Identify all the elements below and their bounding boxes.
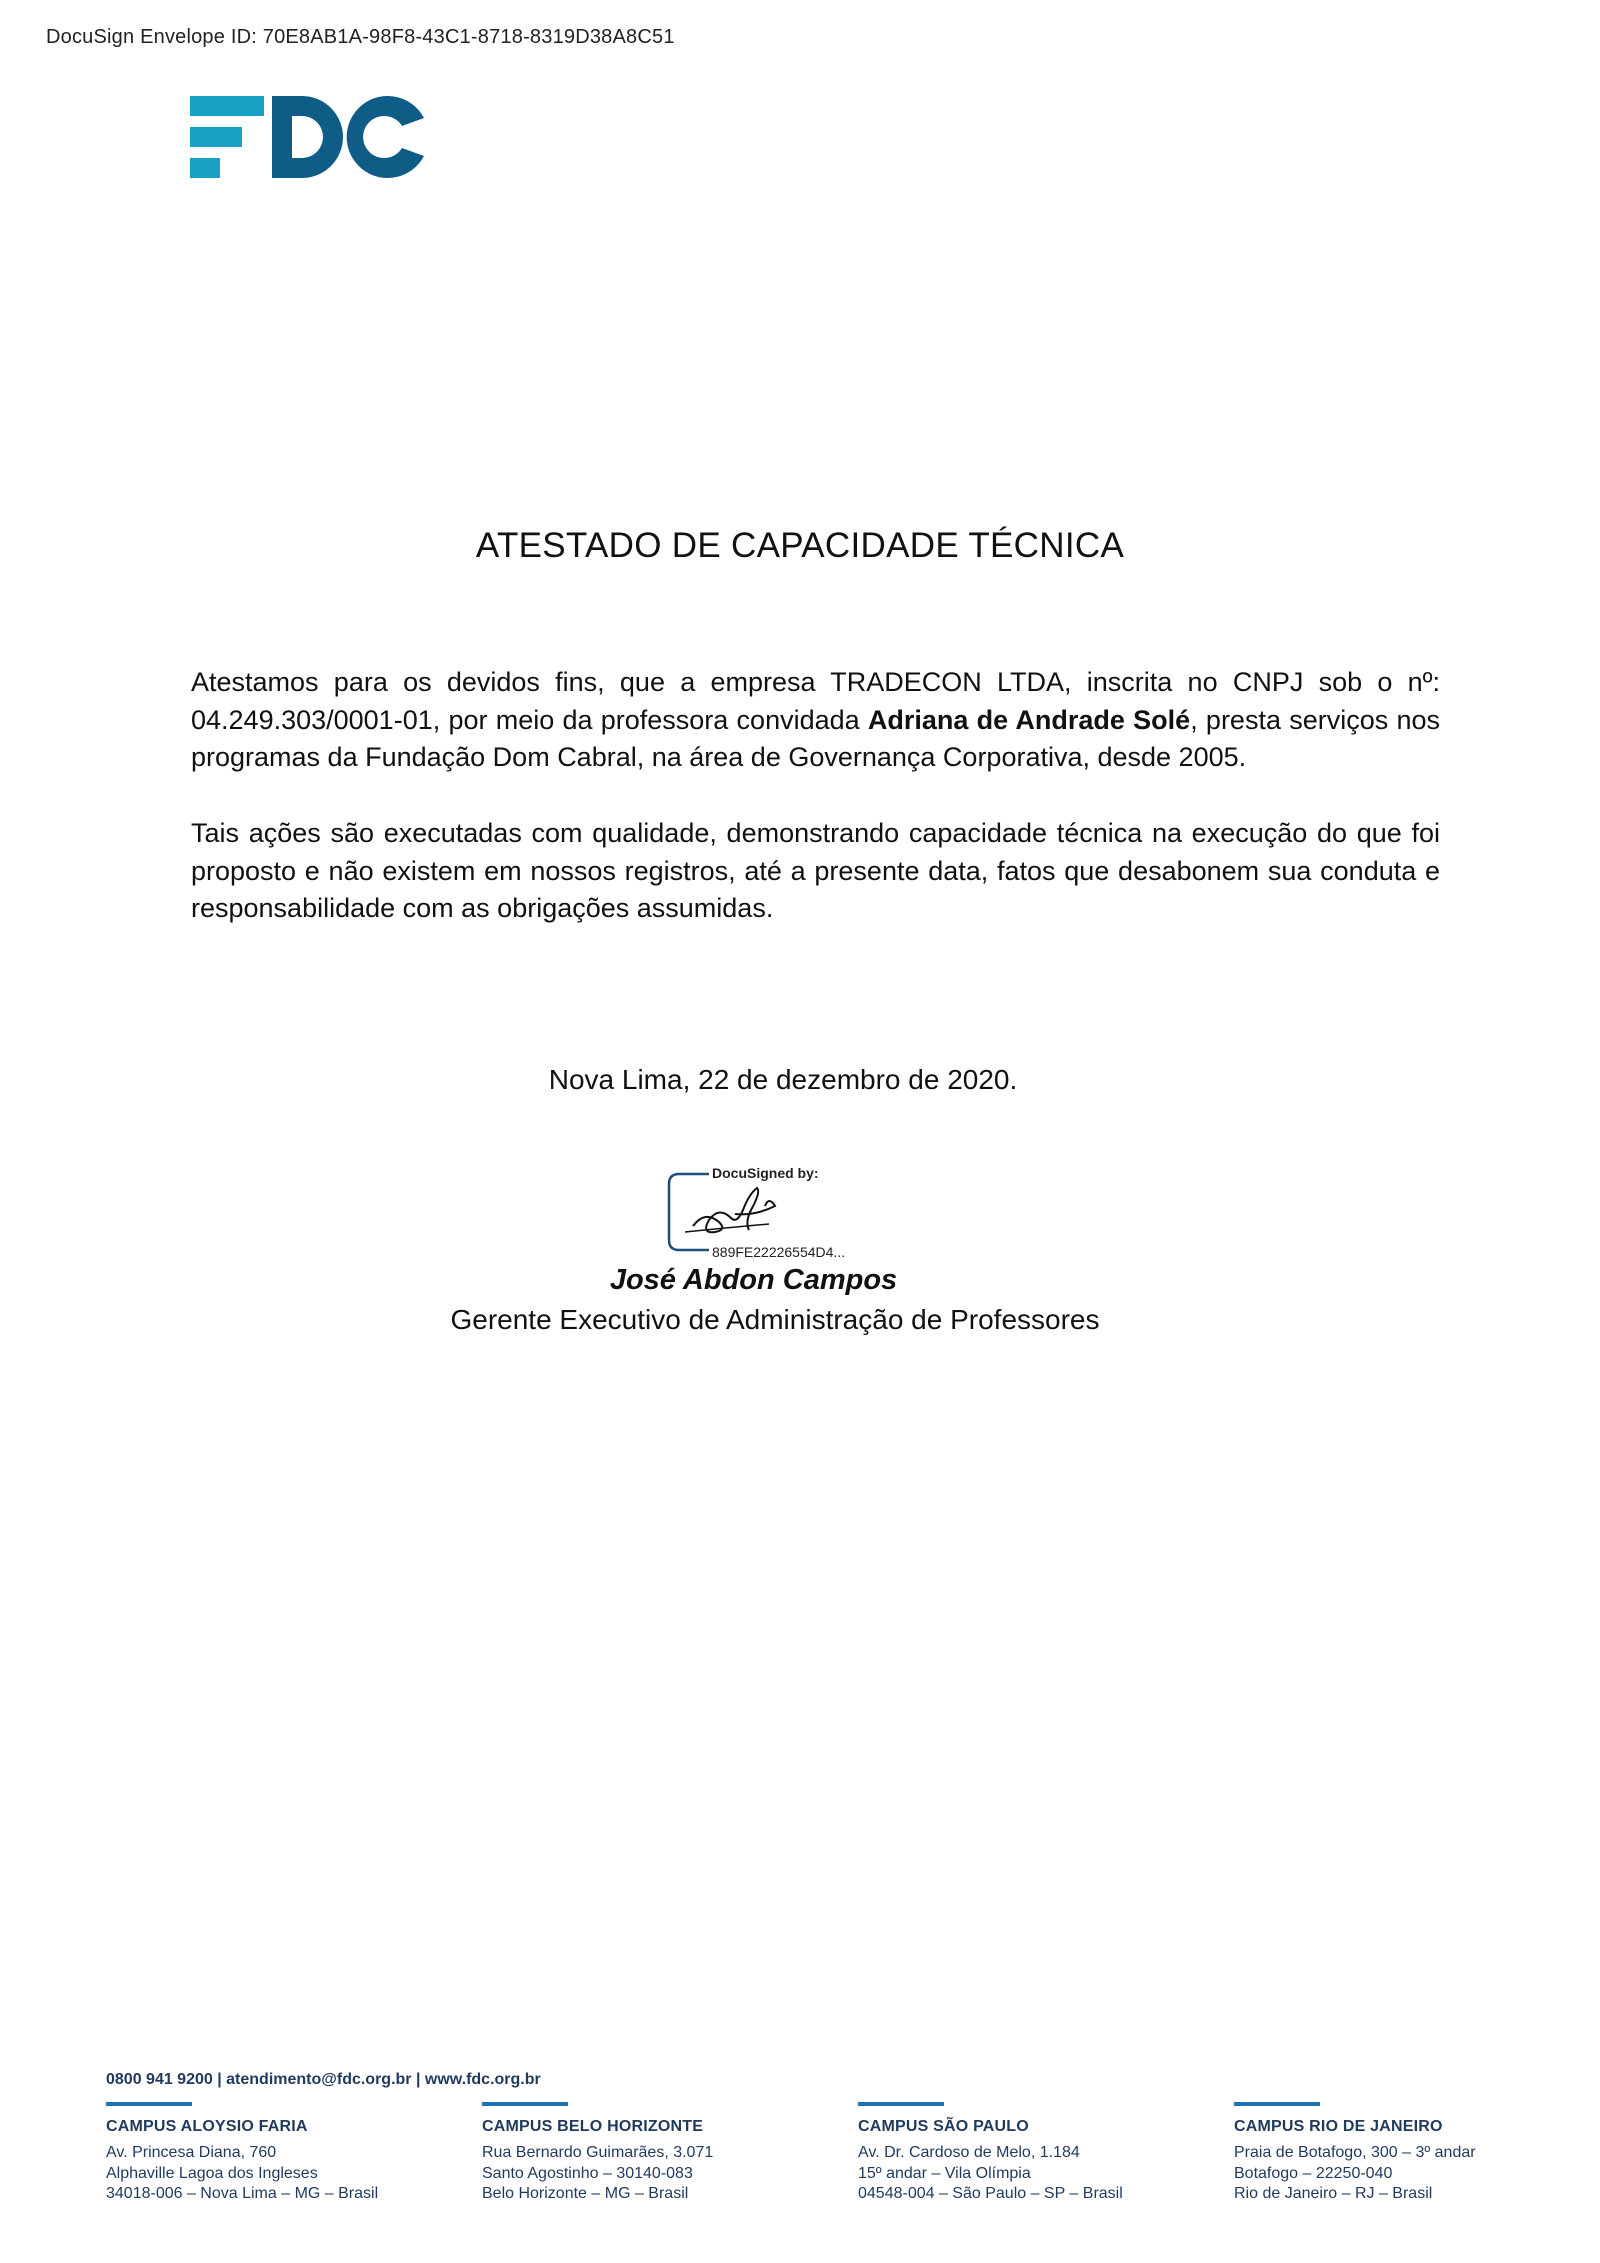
- paragraph-1-text-end: , presta serviços nos programas da Fundação Dom Cabral, na área de Governança Corporativa, desde 2005.: [191, 704, 1440, 772]
- campus-address-line: Av. Dr. Cardoso de Melo, 1.184: [858, 2144, 1080, 2161]
- fdc-logo: [190, 96, 424, 178]
- campus-sao-paulo: [858, 2102, 1158, 2205]
- campus-belo-horizonte: [482, 2102, 782, 2205]
- campus-address-line: Belo Horizonte – MG – Brasil: [482, 2185, 689, 2202]
- campus-accent-bar: [482, 2102, 568, 2106]
- campus-address-line: Rua Bernardo Guimarães, 3.071: [482, 2144, 714, 2161]
- campus-aloysio-faria: [106, 2102, 406, 2205]
- paragraph-1: [191, 664, 1440, 777]
- campus-address-line: Praia de Botafogo, 300 – 3º andar: [1234, 2144, 1476, 2161]
- footer-contact: 0800 941 9200 | atendimento@fdc.org.br | www.fdc.org.br: [106, 2071, 541, 2088]
- campus-rio-de-janeiro: [1234, 2102, 1534, 2205]
- campus-address-line: Santo Agostinho – 30140-083: [482, 2164, 693, 2182]
- campus-name: CAMPUS ALOYSIO FARIA: [106, 2118, 308, 2135]
- place-and-date: Nova Lima, 22 de dezembro de 2020.: [548, 1064, 1018, 1095]
- campus-address-line: 04548-004 – São Paulo – SP – Brasil: [858, 2185, 1123, 2202]
- campus-accent-bar: [1234, 2102, 1320, 2106]
- campus-name: CAMPUS SÃO PAULO: [858, 2118, 1029, 2135]
- document-title: ATESTADO DE CAPACIDADE TÉCNICA: [475, 526, 1125, 565]
- campus-name: CAMPUS BELO HORIZONTE: [482, 2118, 704, 2135]
- professor-name: Adriana de Andrade Solé: [867, 704, 1191, 735]
- signer-name: José Abdon Campos: [609, 1264, 898, 1296]
- campus-address-line: Av. Princesa Diana, 760: [106, 2144, 277, 2161]
- signer-role: Gerente Executivo de Administração de Professores: [450, 1304, 1100, 1335]
- campus-address-line: Alphaville Lagoa dos Ingleses: [106, 2164, 318, 2182]
- campus-accent-bar: [106, 2102, 192, 2106]
- campus-address-line: 15º andar – Vila Olímpia: [858, 2164, 1031, 2182]
- signature-id: 889FE22226554D4...: [712, 1244, 846, 1260]
- campus-accent-bar: [858, 2102, 944, 2106]
- paragraph-1-text-start: Atestamos para os devidos fins, que a empresa TRADECON LTDA, inscrita no CNPJ sob o nº: 04.249.303/0001-01, por meio da professora convidada: [191, 667, 1440, 735]
- campus-address-line: Botafogo – 22250-040: [1234, 2164, 1393, 2182]
- docusigned-by-label: DocuSigned by:: [712, 1165, 819, 1181]
- docusign-envelope-id: DocuSign Envelope ID: 70E8AB1A-98F8-43C1-8718-8319D38A8C51: [46, 26, 675, 48]
- campus-name: CAMPUS RIO DE JANEIRO: [1234, 2118, 1443, 2135]
- campus-address-line: Rio de Janeiro – RJ – Brasil: [1234, 2185, 1433, 2202]
- paragraph-2: Tais ações são executadas com qualidade, demonstrando capacidade técnica na execução do que foi proposto e não existem em nossos registros, até a presente data, fatos que desabonem sua conduta e responsabilidade com as obrigações assumidas.: [191, 818, 1440, 923]
- campus-address-line: 34018-006 – Nova Lima – MG – Brasil: [106, 2185, 379, 2202]
